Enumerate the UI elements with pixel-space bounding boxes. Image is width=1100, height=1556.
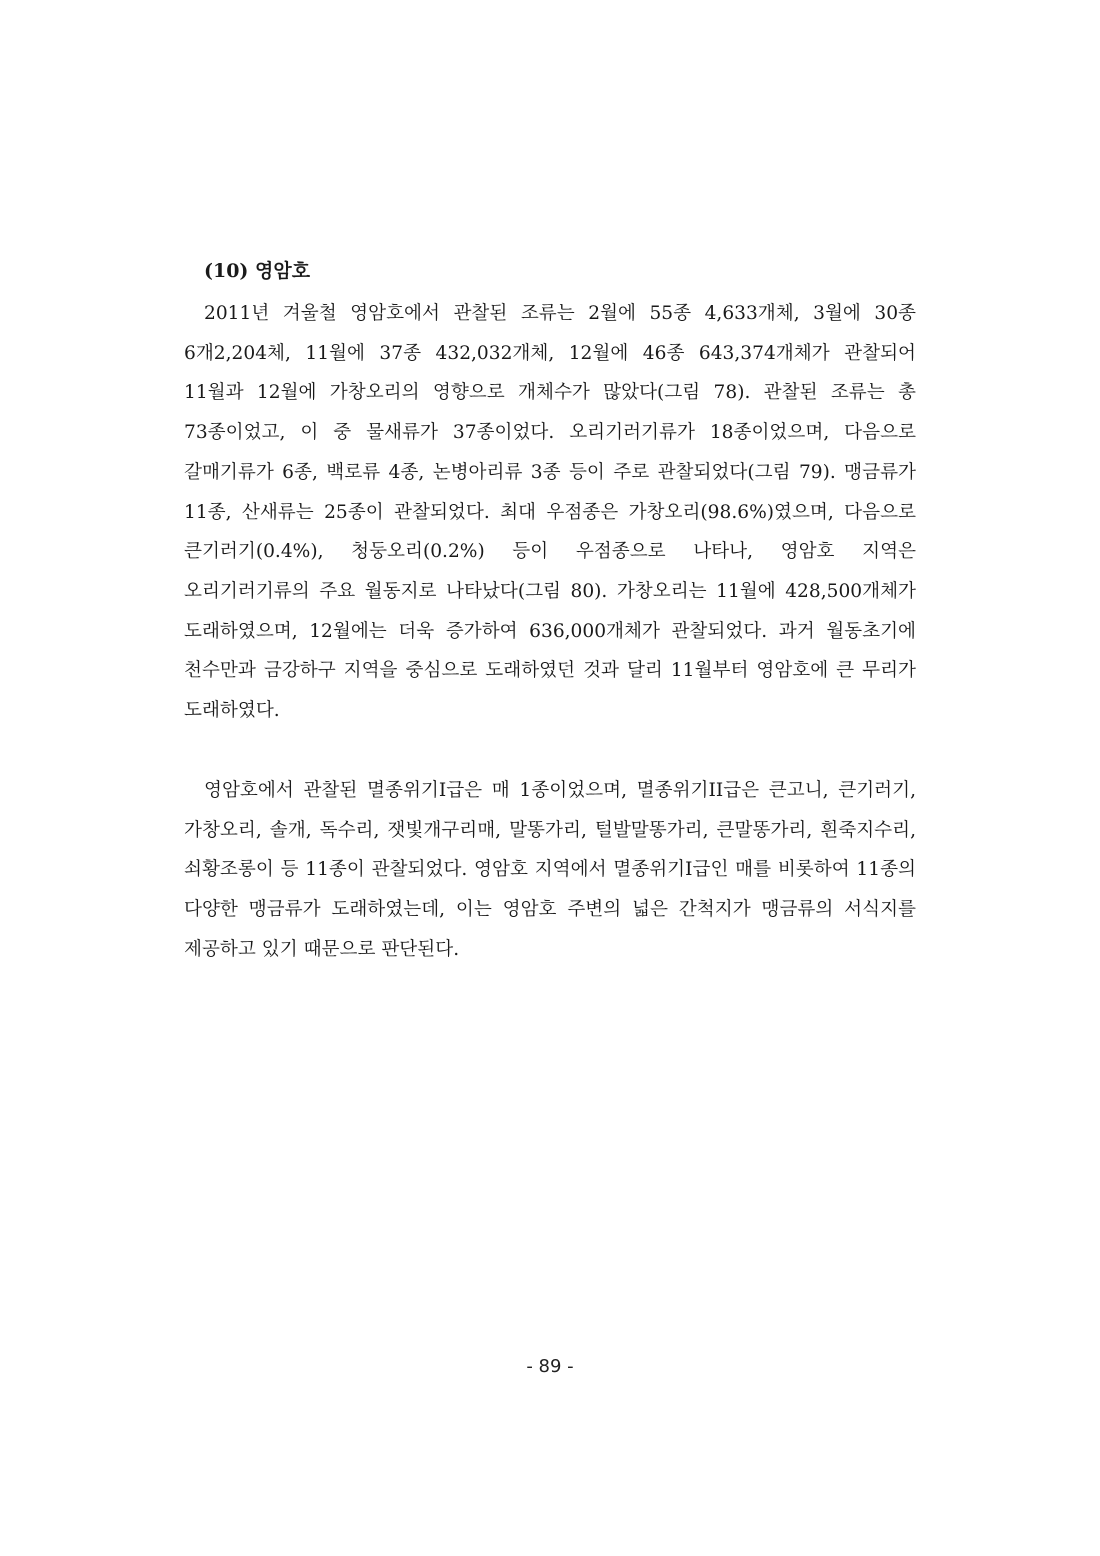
page-number: - 89 - — [526, 1356, 574, 1377]
body-paragraph: 영암호에서 관찰된 멸종위기I급은 매 1종이었으며, 멸종위기II급은 큰고니, 큰기러기, 가창오리, 솔개, 독수리, 잿빛개구리매, 말똥가리, 털발말똥가리, 큰말똥가리, 흰죽지수리, 쇠황조롱이 등 11종이 관찰되었다. 영암호 지역에서 멸종위기I급인 매를 비롯하여 11종의 다양한 맹금류가 도래하였는데, 이는 영암호 주변의 넓은 간척지가 맹금류의 서식지를 제공하고 있기 때문으로 판단된다. — [184, 780, 916, 960]
body-paragraph: 2011년 겨울철 영암호에서 관찰된 조류는 2월에 55종 4,633개체, 3월에 30종 6개2,204체, 11월에 37종 432,032개체, 12월에 46종 643,374개체가 관찰되어 11월과 12월에 가창오리의 영향으로 개체수가 많았다(그림 78). 관찰된 조류는 총 73종이었고, 이 중 물새류가 37종이었다. 오리기러기류가 18종이었으며, 다음으로 갈매기류가 6종, 백로류 4종, 논병아리류 3종 등이 주로 관찰되었다(그림 79). 맹금류가 11종, 산새류는 25종이 관찰되었다. 최대 우점종은 가창오리(98.6%)였으며, 다음으로 큰기러기(0.4%), 청둥오리(0.2%) 등이 우점종으로 나타나, 영암호 지역은 오리기러기류의 주요 월동지로 나타났다(그림 80). 가창오리는 11월에 428,500개체가 도래하였으며, 12월에는 더욱 증가하여 636,000개체가 관찰되었다. 과거 월동초기에 천수만과 금강하구 지역을 중심으로 도래하였던 것과 달리 11월부터 영암호에 큰 무리가 도래하였다. — [184, 303, 916, 722]
section-heading: (10) 영암호 — [204, 260, 311, 282]
